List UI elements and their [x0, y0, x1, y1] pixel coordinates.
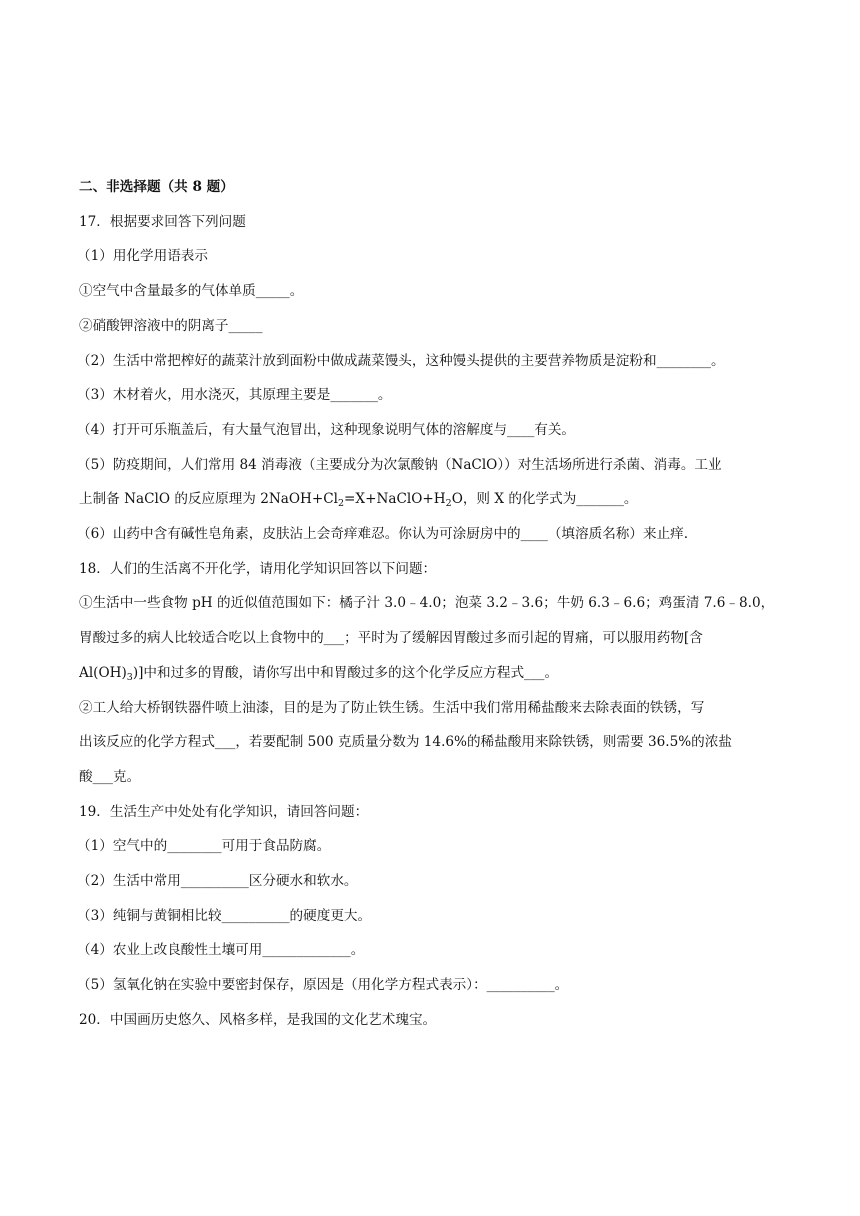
subscript: 3 — [126, 672, 133, 683]
q17-part-5-line-1: （5）防疫期间，人们常用 84 消毒液（主要成分为次氯酸钠（NaClO））对生活场所进行杀菌、消毒。工业 — [77, 457, 722, 473]
q18-part-a-line-1: ①生活中一些食物 pH 的近似值范围如下：橘子汁 3.0﹣4.0；泡菜 3.2﹣3.6；牛奶 6.3﹣6.6；鸡蛋清 7.6﹣8.0， — [79, 595, 775, 611]
question-18-stem: 18．人们的生活离不开化学，请用化学知识回答以下问题： — [79, 561, 437, 577]
q19-part-5: （5）氢氧化钠在实验中要密封保存，原因是（用化学方程式表示）：__________。 — [77, 977, 569, 993]
q18-part-b-line-1: ②工人给大桥钢铁器件喷上油漆，目的是为了防止铁生锈。生活中我们常用稀盐酸来去除表面的铁锈，写 — [79, 700, 705, 716]
q19-part-3: （3）纯铜与黄铜相比较__________的硬度更大。 — [77, 908, 372, 924]
q17-part-1a: ①空气中含量最多的气体单质_____。 — [79, 283, 304, 299]
q17-part-5-line-2 — [79, 490, 789, 508]
q18-part-a-line-2: 胃酸过多的病人比较适合吃以上食物中的___；平时为了缓解因胃酸过多而引起的胃痛，可以服用药物[含 — [79, 630, 703, 646]
text-run: =X+NaClO+H — [344, 491, 446, 507]
q19-part-4: （4）农业上改良酸性土壤可用_____________。 — [77, 942, 365, 958]
q18-part-b-line-2: 出该反应的化学方程式___，若要配制 500 克质量分数为 14.6%的稀盐酸用来除铁锈，则需要 36.5%的浓盐 — [79, 734, 732, 750]
text-run: Al(OH) — [79, 665, 127, 681]
question-17-stem: 17．根据要求回答下列问题 — [79, 214, 246, 230]
text-run: 上制备 NaClO 的反应原理为 2NaOH+Cl — [79, 491, 338, 507]
subscript: 2 — [337, 498, 345, 509]
q17-part-1: （1）用化学用语表示 — [77, 248, 208, 264]
question-19-stem: 19．生活生产中处处有化学知识，请回答问题： — [79, 804, 369, 820]
q18-part-b-line-3: 酸___克。 — [79, 769, 141, 785]
q17-part-4: （4）打开可乐瓶盖后，有大量气泡冒出，这种现象说明气体的溶解度与____有关。 — [77, 422, 576, 438]
q19-part-1: （1）空气中的________可用于食品防腐。 — [77, 838, 331, 854]
text-run: O，则 X 的化学式为_______。 — [451, 491, 638, 507]
q17-part-6: （6）山药中含有碱性皂角素，皮肤沾上会奇痒难忍。你认为可涂厨房中的____（填溶质名称）来止痒. — [77, 526, 689, 542]
q18-part-a-line-3 — [79, 664, 789, 682]
text-run: )]中和过多的胃酸，请你写出中和胃酸过多的这个化学反应方程式___。 — [132, 665, 559, 681]
q17-part-3: （3）木材着火，用水浇灭，其原理主要是_______。 — [77, 387, 392, 403]
q17-part-1b: ②硝酸钾溶液中的阴离子_____ — [79, 318, 263, 334]
question-20-stem: 20．中国画历史悠久、风格多样，是我国的文化艺术瑰宝。 — [79, 1012, 437, 1028]
q17-part-2: （2）生活中常把榨好的蔬菜汁放到面粉中做成蔬菜馒头，这种馒头提供的主要营养物质是淀粉和________。 — [77, 353, 725, 369]
q19-part-2: （2）生活中常用__________区分硬水和软水。 — [77, 873, 358, 889]
subscript: 2 — [445, 498, 452, 509]
section-heading: 二、非选择题（共 8 题） — [79, 179, 234, 195]
